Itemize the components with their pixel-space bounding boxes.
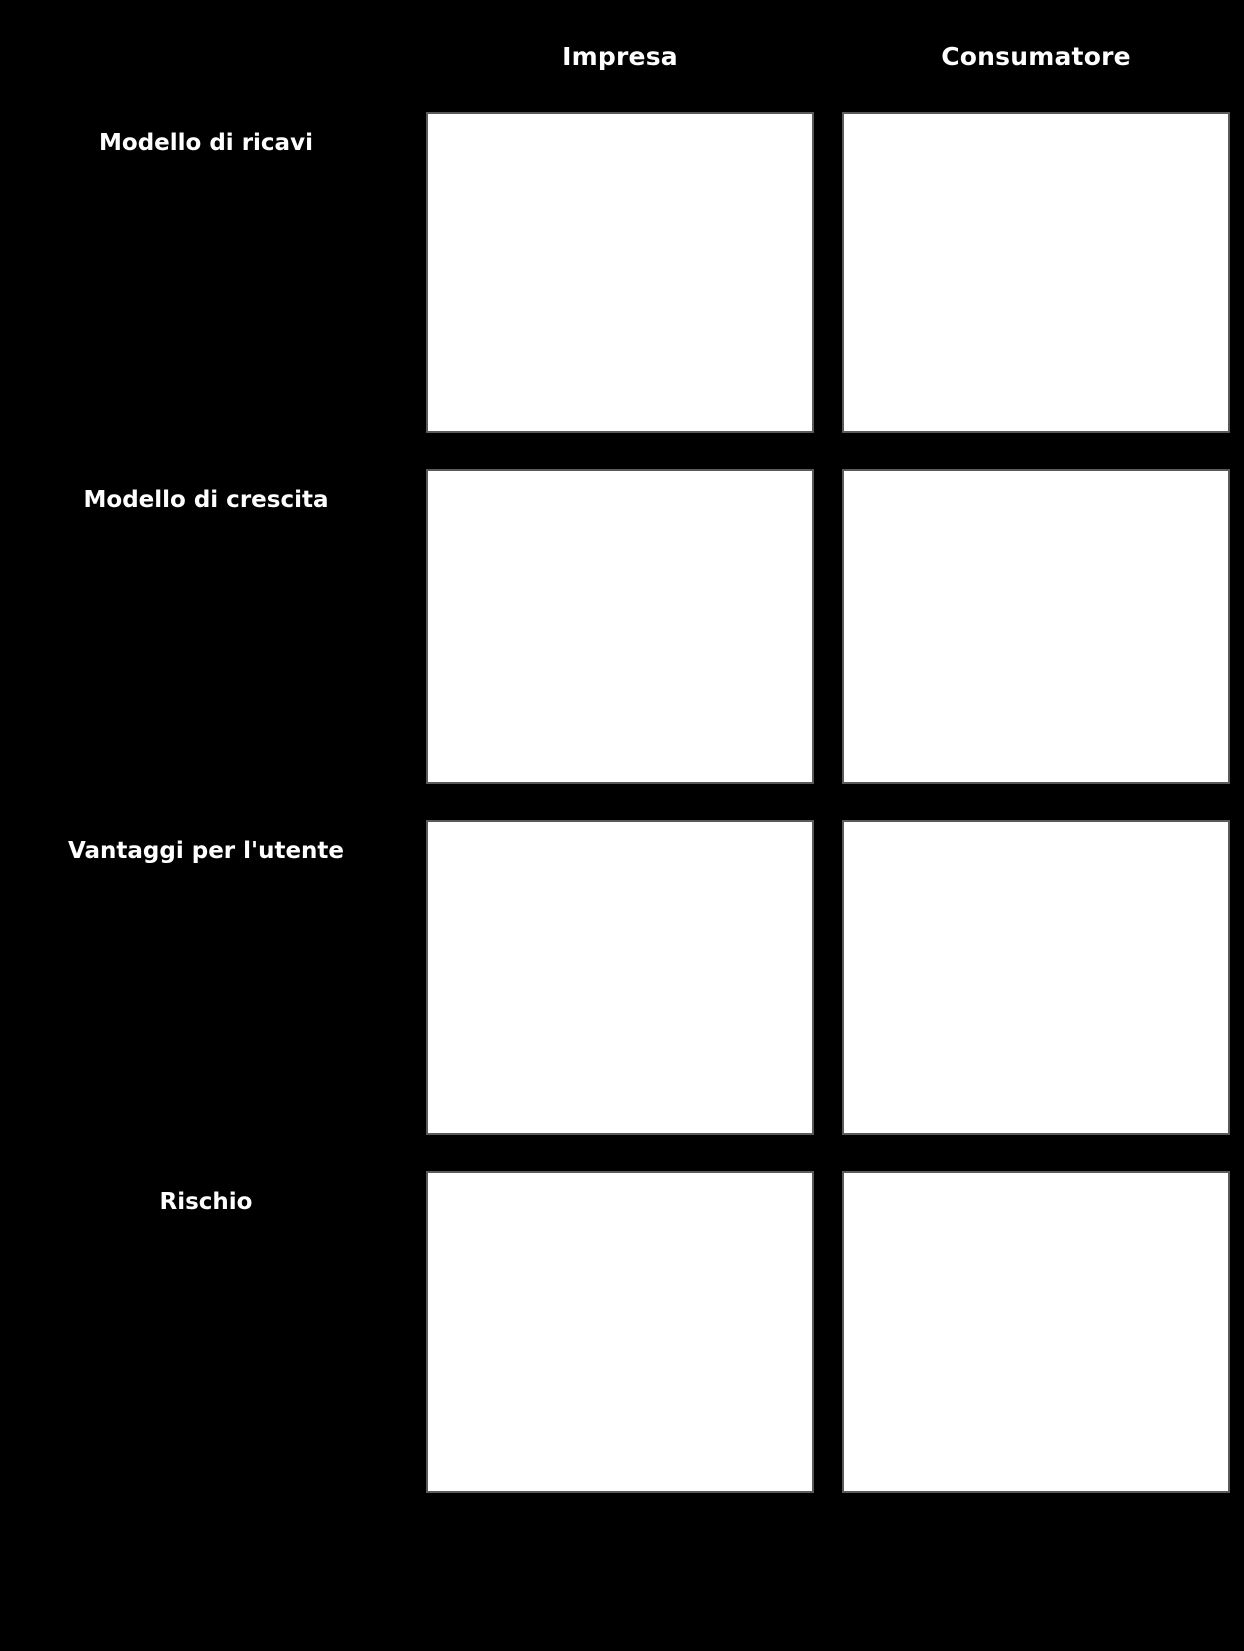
cell-text — [428, 114, 812, 134]
table-row — [0, 820, 1244, 1171]
cell-panel[interactable] — [426, 469, 814, 784]
cell-text — [428, 822, 812, 842]
matrix-cell-crescita-impresa[interactable] — [412, 469, 828, 820]
cell-text — [844, 114, 1228, 134]
cell-panel[interactable] — [842, 112, 1230, 433]
column-header-consumatore: Consumatore — [941, 41, 1131, 71]
matrix-cell-vantaggi-consumatore[interactable] — [828, 820, 1244, 1171]
matrix-cell-rischio-consumatore[interactable] — [828, 1171, 1244, 1529]
row-header-rischio: Rischio — [159, 1189, 253, 1215]
matrix-cell-ricavi-consumatore[interactable] — [828, 112, 1244, 469]
row-header-modello-di-ricavi: Modello di ricavi — [99, 130, 313, 156]
cell-panel[interactable] — [842, 469, 1230, 784]
cell-text — [844, 822, 1228, 842]
row-header-modello-di-crescita: Modello di crescita — [83, 487, 329, 513]
matrix-cell-rischio-impresa[interactable] — [412, 1171, 828, 1529]
cell-text — [844, 471, 1228, 491]
table-row — [0, 112, 1244, 469]
matrix-cell-crescita-consumatore[interactable] — [828, 469, 1244, 820]
matrix-header-row — [0, 0, 1244, 112]
cell-panel[interactable] — [426, 1171, 814, 1493]
matrix-cell-vantaggi-impresa[interactable] — [412, 820, 828, 1171]
cell-text — [428, 471, 812, 491]
cell-text — [428, 1173, 812, 1193]
cell-panel[interactable] — [426, 112, 814, 433]
cell-panel[interactable] — [842, 820, 1230, 1135]
row-header-vantaggi-per-lutente: Vantaggi per l'utente — [67, 838, 345, 864]
matrix-corner-cell — [0, 0, 412, 112]
table-row — [0, 469, 1244, 820]
cell-text — [844, 1173, 1228, 1193]
column-header-impresa: Impresa — [562, 41, 678, 71]
cell-panel[interactable] — [426, 820, 814, 1135]
cell-panel[interactable] — [842, 1171, 1230, 1493]
table-row — [0, 1171, 1244, 1529]
matrix-cell-ricavi-impresa[interactable] — [412, 112, 828, 469]
